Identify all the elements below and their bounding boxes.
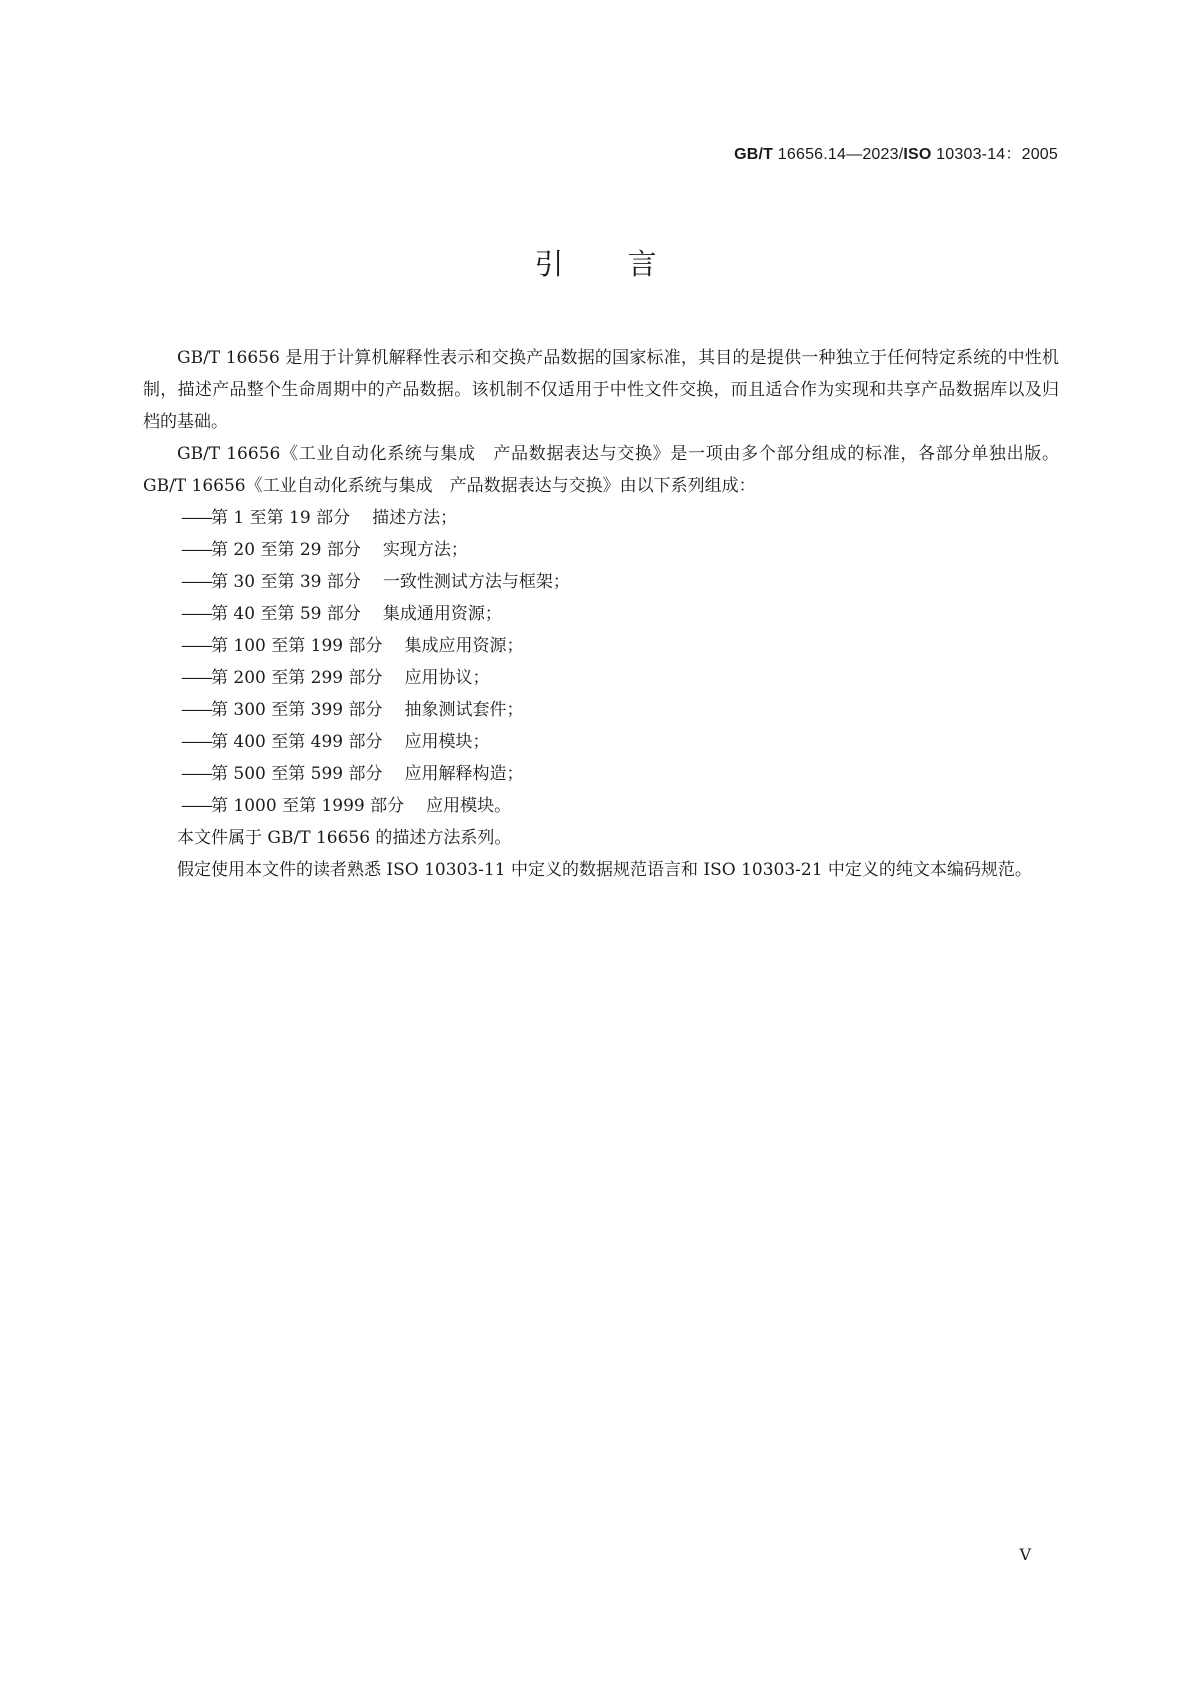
series-name: 应用解释构造； — [404, 764, 524, 784]
series-item — [143, 758, 1059, 790]
series-range: 第 30 至第 39 部分 — [211, 572, 361, 592]
series-name: 实现方法； — [382, 540, 468, 560]
series-name: 抽象测试套件； — [404, 700, 524, 720]
series-name: 描述方法； — [372, 508, 458, 528]
list-dash: —— — [181, 636, 211, 656]
series-range: 第 40 至第 59 部分 — [211, 604, 361, 624]
series-item — [143, 694, 1059, 726]
series-name: 应用模块。 — [426, 796, 512, 816]
series-name: 一致性测试方法与框架； — [382, 572, 570, 592]
series-range: 第 1000 至第 1999 部分 — [211, 796, 405, 816]
paragraph-purpose: GB/T 16656 是用于计算机解释性表示和交换产品数据的国家标准，其目的是提供一种独立于任何特定系统的中性机制，描述产品整个生命周期中的产品数据。该机制不仅适用于中性文件交换，而且适合作为实现和共享产品数据库以及归档的基础。 — [143, 348, 1059, 432]
series-name: 应用协议； — [404, 668, 490, 688]
paragraph-series-intro: GB/T 16656《工业自动化系统与集成 产品数据表达与交换》是一项由多个部分组成的标准，各部分单独出版。GB/T 16656《工业自动化系统与集成 产品数据表达与交换》由以下系列组成： — [143, 444, 1059, 496]
list-dash: —— — [181, 668, 211, 688]
list-dash: —— — [181, 796, 211, 816]
series-name: 集成通用资源； — [382, 604, 502, 624]
list-dash: —— — [181, 732, 211, 752]
series-item — [143, 790, 1059, 822]
series-item — [143, 502, 1059, 534]
standard-number: 16656.14—2023/ — [773, 146, 904, 163]
list-dash: —— — [181, 604, 211, 624]
standard-prefix: GB/T — [734, 146, 774, 163]
page-number: V — [1019, 1545, 1031, 1564]
standard-code-header — [734, 141, 1058, 164]
series-item — [143, 662, 1059, 694]
list-dash: —— — [181, 700, 211, 720]
series-name: 应用模块； — [404, 732, 490, 752]
series-range: 第 500 至第 599 部分 — [211, 764, 383, 784]
series-range: 第 300 至第 399 部分 — [211, 700, 383, 720]
page-title: 引言 — [534, 247, 721, 281]
introduction-body — [143, 342, 1059, 886]
series-item — [143, 726, 1059, 758]
list-dash: —— — [181, 508, 211, 528]
series-item — [143, 630, 1059, 662]
series-item — [143, 566, 1059, 598]
series-range: 第 100 至第 199 部分 — [211, 636, 383, 656]
series-range: 第 400 至第 499 部分 — [211, 732, 383, 752]
series-list — [143, 502, 1059, 822]
list-dash: —— — [181, 572, 211, 592]
list-dash: —— — [181, 764, 211, 784]
iso-prefix: ISO — [903, 146, 932, 163]
series-name: 集成应用资源； — [404, 636, 524, 656]
series-range: 第 1 至第 19 部分 — [211, 508, 351, 528]
series-item — [143, 598, 1059, 630]
paragraph-assumption: 假定使用本文件的读者熟悉 ISO 10303-11 中定义的数据规范语言和 ISO 10303-21 中定义的纯文本编码规范。 — [177, 860, 1032, 880]
list-dash: —— — [181, 540, 211, 560]
paragraph-scope: 本文件属于 GB/T 16656 的描述方法系列。 — [177, 828, 512, 848]
iso-number: 10303-14：2005 — [931, 146, 1058, 163]
series-range: 第 200 至第 299 部分 — [211, 668, 383, 688]
series-range: 第 20 至第 29 部分 — [211, 540, 361, 560]
series-item — [143, 534, 1059, 566]
